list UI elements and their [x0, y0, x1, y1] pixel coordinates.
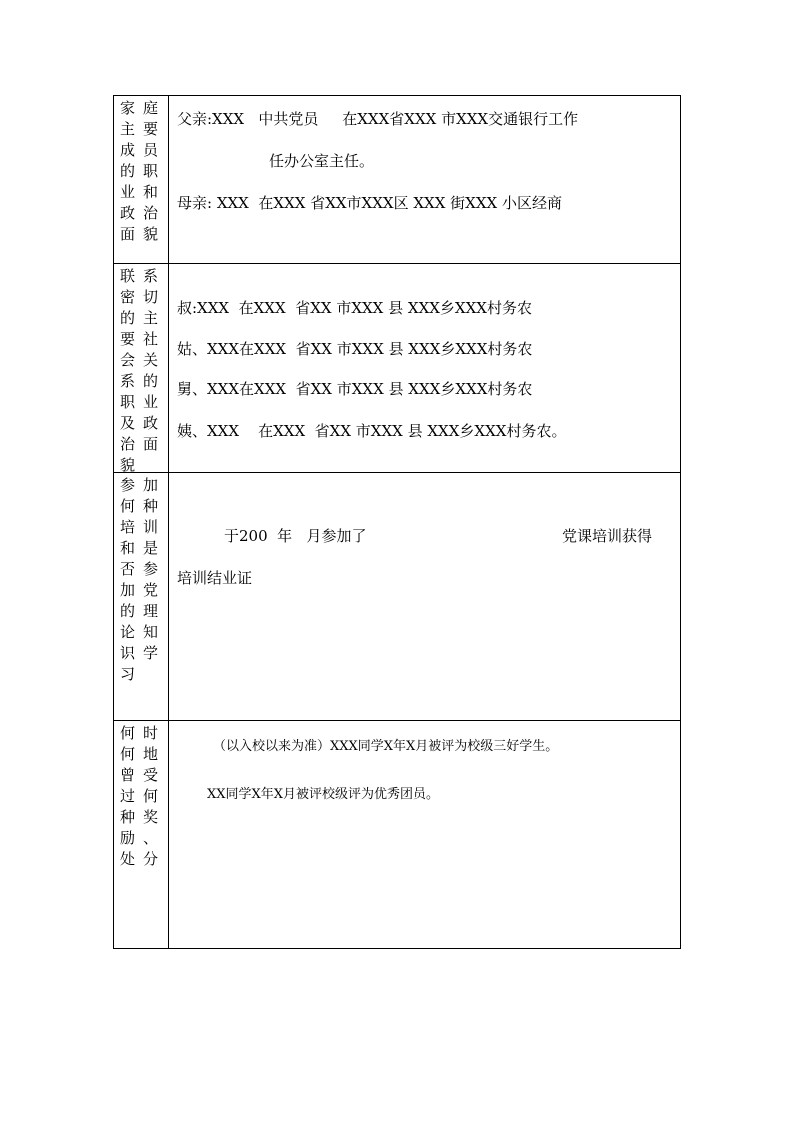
mother-info: 母亲: XXX 在XXX 省XX市XXX区 XXX 街XXX 小区经商: [177, 194, 562, 212]
father-info-continued: 任办公室主任。: [269, 152, 375, 170]
training-content: [169, 473, 680, 720]
family-members-label: [114, 96, 169, 263]
label-char: 论: [120, 623, 136, 641]
training-certificate: 培训结业证: [177, 569, 253, 587]
label-char: 知: [143, 623, 159, 641]
label-char: 要: [120, 330, 136, 348]
label-char: 联: [120, 267, 136, 285]
label-char: 貌: [120, 456, 136, 472]
label-char: 地: [143, 745, 159, 763]
label-char: 系: [143, 267, 159, 285]
label-chars: [120, 98, 168, 245]
label-chars: [120, 723, 168, 870]
label-char: 业: [143, 393, 159, 411]
label-char: 时: [143, 724, 159, 742]
label-char: 过: [120, 787, 136, 805]
label-char: 何: [120, 745, 136, 763]
training-result: 党课培训获得: [562, 527, 653, 545]
label-char: 员: [143, 141, 159, 159]
award-excellent-member: XX同学X年X月被评校级评为优秀团员。: [207, 787, 440, 802]
awards-content: [169, 721, 680, 948]
label-char: 、: [143, 829, 159, 847]
label-char: 主: [143, 309, 159, 327]
label-char: 成: [120, 141, 136, 159]
label-char: 种: [120, 808, 136, 826]
label-char: 奖: [143, 808, 159, 826]
social-relations-label: [114, 264, 169, 472]
label-char: 密: [120, 288, 136, 306]
label-chars: [120, 475, 168, 685]
label-char: 及: [120, 414, 136, 432]
label-char: 要: [143, 120, 159, 138]
label-char: 参: [143, 560, 159, 578]
label-char: 加: [143, 476, 159, 494]
label-char: 处: [120, 850, 136, 868]
label-char: 会: [120, 351, 136, 369]
label-char: 的: [120, 309, 136, 327]
label-char: 训: [143, 518, 159, 536]
label-char: 业: [120, 183, 136, 201]
label-char: 加: [120, 581, 136, 599]
family-members-content: [169, 96, 680, 263]
label-char: 社: [143, 330, 159, 348]
label-char: 的: [120, 602, 136, 620]
label-char: 面: [143, 435, 159, 453]
social-relations-row: [113, 263, 681, 472]
label-char: 关: [143, 351, 159, 369]
label-char: 种: [143, 497, 159, 515]
label-char: 政: [120, 204, 136, 222]
party-application-form: [113, 95, 681, 949]
label-char: 否: [120, 560, 136, 578]
training-date: 于200 年 月参加了: [224, 527, 367, 545]
label-char: 面: [120, 225, 136, 243]
label-char: 治: [120, 435, 136, 453]
label-char: 培: [120, 518, 136, 536]
label-char: 庭: [143, 99, 159, 117]
label-char: 励: [120, 829, 136, 847]
uncle-info: 叔:XXX 在XXX 省XX 市XXX 县 XXX乡XXX村务农: [177, 299, 532, 317]
training-row: [113, 472, 681, 720]
label-char: 党: [143, 581, 159, 599]
awards-row: [113, 720, 681, 949]
label-chars: [120, 266, 168, 472]
label-char: 是: [143, 539, 159, 557]
label-char: 习: [120, 665, 136, 683]
social-relations-content: [169, 264, 680, 472]
label-char: 曾: [120, 766, 136, 784]
label-char: 职: [120, 393, 136, 411]
label-char: 何: [120, 497, 136, 515]
family-members-row: [113, 95, 681, 263]
label-char: 貌: [143, 225, 159, 243]
training-label: [114, 473, 169, 720]
label-char: 政: [143, 414, 159, 432]
label-char: 受: [143, 766, 159, 784]
label-char: 分: [143, 850, 159, 868]
label-char: 参: [120, 476, 136, 494]
label-char: 学: [143, 644, 159, 662]
label-char: 理: [143, 602, 159, 620]
label-char: 系: [120, 372, 136, 390]
label-char: 的: [120, 162, 136, 180]
maternal-uncle-info: 舅、XXX在XXX 省XX 市XXX 县 XXX乡XXX村务农: [177, 380, 533, 398]
aunt-info: 姑、XXX在XXX 省XX 市XXX 县 XXX乡XXX村务农: [177, 340, 533, 358]
label-char: 何: [143, 787, 159, 805]
label-char: 治: [143, 204, 159, 222]
father-info: 父亲:XXX 中共党员 在XXX省XXX 市XXX交通银行工作: [177, 110, 579, 128]
label-char: 家: [120, 99, 136, 117]
label-char: 职: [143, 162, 159, 180]
label-char: 和: [143, 183, 159, 201]
award-merit-student: （以入校以来为准）XXX同学X年X月被评为校级三好学生。: [213, 739, 559, 754]
label-char: 和: [120, 539, 136, 557]
label-char: 识: [120, 644, 136, 662]
label-char: 切: [143, 288, 159, 306]
maternal-aunt-info: 姨、XXX 在XXX 省XX 市XXX 县 XXX乡XXX村务农。: [177, 422, 567, 440]
label-char: 的: [143, 372, 159, 390]
awards-label: [114, 721, 169, 948]
label-char: 主: [120, 120, 136, 138]
label-char: 何: [120, 724, 136, 742]
